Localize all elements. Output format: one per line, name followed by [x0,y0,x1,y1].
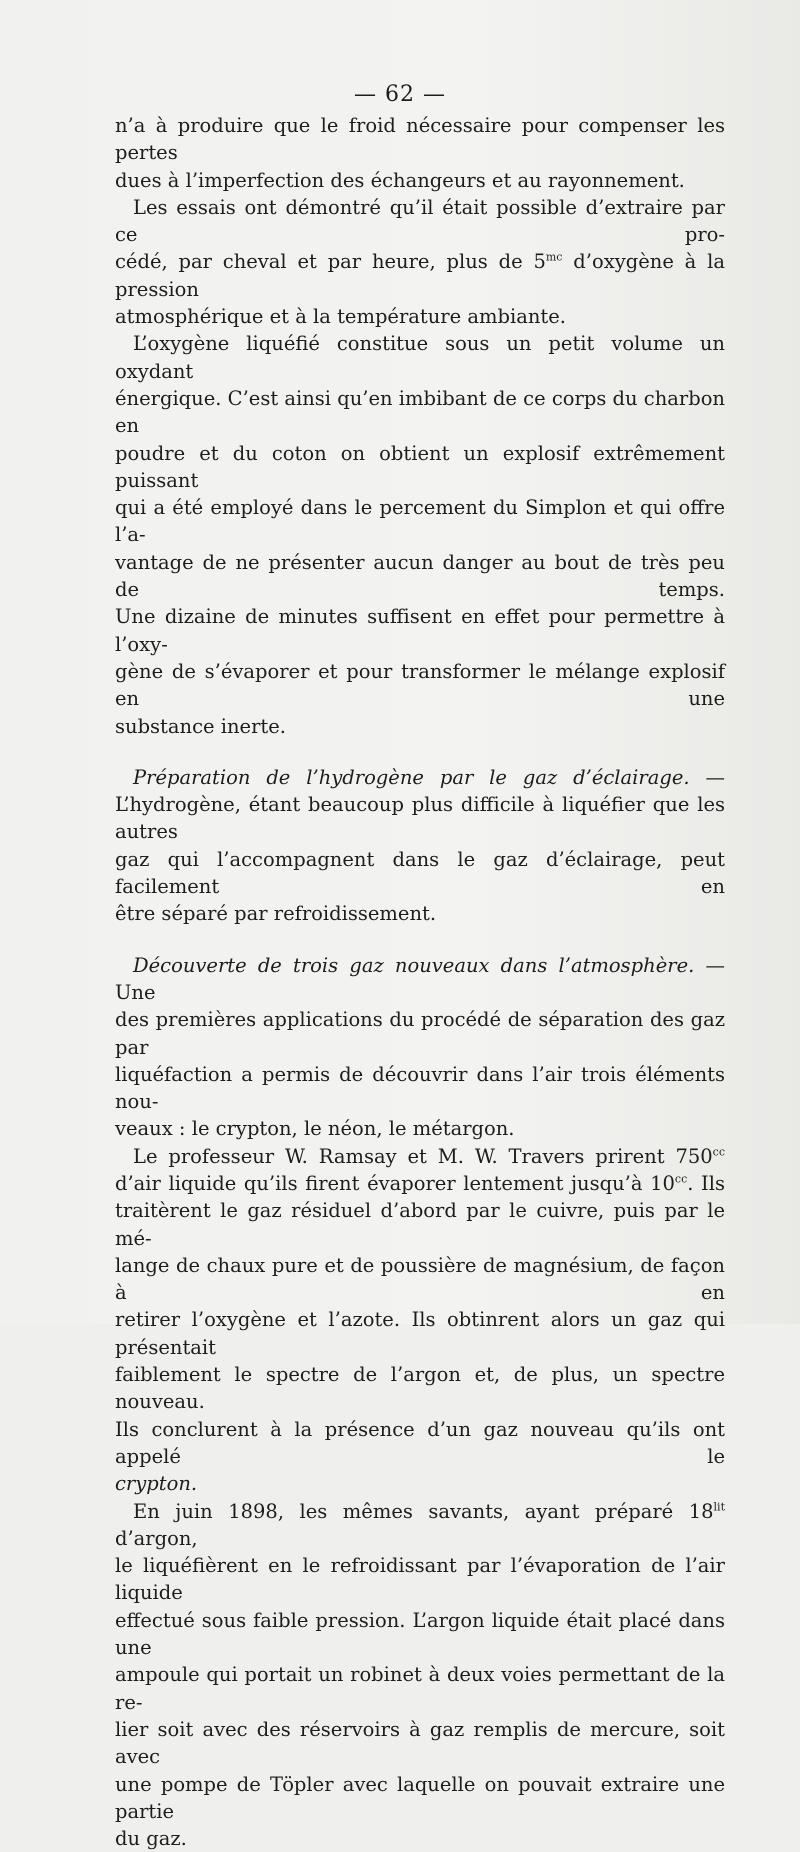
line: effectué sous faible pression. L’argon liquide était placé dans une [115,1608,725,1660]
line: ampoule qui portait un robinet à deux voies permettant de la re- [115,1663,725,1714]
line: faiblement le spectre de l’argon et, de plus, un spectre nouveau. [115,1363,725,1414]
line: n’a à produire que le froid nécessaire pour compenser les pertes [115,114,725,165]
line: retirer l’oxygène et l’azote. Ils obtinrent alors un gaz qui présentait [115,1308,725,1359]
line: énergique. C’est ainsi qu’en imbibant de ce corps du charbon en [115,386,725,438]
body-text [115,112,725,1852]
line: lier soit avec des réservoirs à gaz remplis de mercure, soit avec [115,1717,725,1769]
line: lange de chaux pure et de poussière de magnésium, de façon à en [115,1253,725,1305]
line: vantage de ne présenter aucun danger au bout de très peu de temps. [115,550,725,602]
line: veaux : le crypton, le néon, le métargon. [115,1117,515,1141]
line: traitèrent le gaz résiduel d’abord par le cuivre, puis par le mé- [115,1199,725,1250]
section-heading: Préparation de l’hydrogène par le gaz d’éclairage. — [133,765,725,789]
line: L’hydrogène, étant beaucoup plus difficile à liquéfier que les autres [115,793,725,844]
section-heading: Découverte de trois gaz nouveaux dans l’atmosphère. — Une [115,953,725,1004]
line: En juin 1898, les mêmes savants, ayant préparé $18^{lit}$ d’argon, [115,1499,725,1550]
line: poudre et du coton on obtient un explosif extrêmement puissant [115,441,725,492]
line: gaz qui l’accompagnent dans le gaz d’éclairage, peut facilement en [115,847,725,899]
line: une pompe de Töpler avec laquelle on pouvait extraire une partie [115,1772,725,1823]
line: des premières applications du procédé de séparation des gaz par [115,1008,725,1059]
line: du gaz. [115,1827,187,1851]
line: L’oxygène liquéfié constitue sous un petit volume un oxydant [115,332,725,383]
page-number: — 62 — [354,82,446,107]
line: atmosphérique et à la température ambiante. [115,305,566,329]
line: Les essais ont démontré qu’il était possible d’extraire par ce pro- [115,195,725,247]
line: Ils conclurent à la présence d’un gaz nouveau qu’ils ont appelé le [115,1417,725,1468]
line: le liquéfièrent en le refroidissant par l’évaporation de l’air liquide [115,1554,725,1605]
line: cédé, par cheval et par heure, plus de $5^{mc}$ d’oxygène à la pression [115,250,725,301]
line: Une dizaine de minutes suffisent en effet pour permettre à l’oxy- [115,605,725,656]
line: crypton. [115,1472,198,1496]
line: Le professeur W. Ramsay et M. W. Travers prirent $750^{cc}$ [133,1144,725,1168]
line: être séparé par refroidissement. [115,902,437,926]
line: dues à l’imperfection des échangeurs et au rayonnement. [115,168,685,192]
line: liquéfaction a permis de découvrir dans l’air trois éléments nou- [115,1062,725,1114]
line: qui a été employé dans le percement du Simplon et qui offre l’a- [115,496,725,547]
line: d’air liquide qu’ils firent évaporer lentement jusqu’à $10^{cc}$. Ils [115,1171,726,1195]
line: gène de s’évaporer et pour transformer le mélange explosif en une [115,659,725,711]
line: substance inerte. [115,714,286,738]
